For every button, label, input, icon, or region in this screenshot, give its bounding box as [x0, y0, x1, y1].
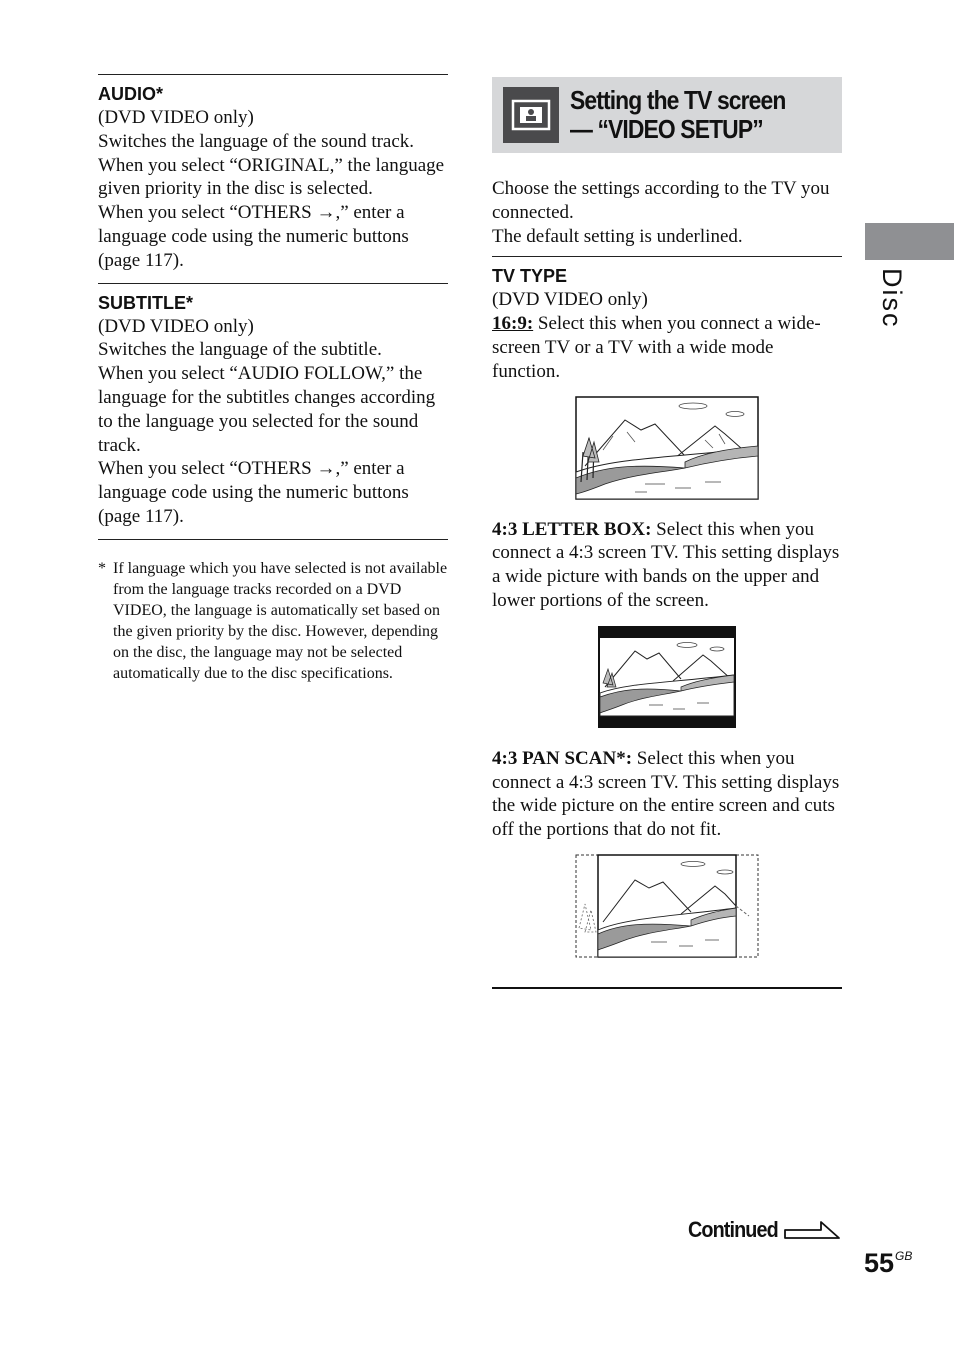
subtitle-line: When you select “AUDIO FOLLOW,” the language for the subtitles changes according to the language you selected for the sound track.	[98, 363, 436, 456]
subtitle-line: When you select “OTHERS →,” enter a language code using the numeric buttons (page 117).	[98, 458, 409, 527]
banner-title-line: Setting the TV screen	[570, 85, 786, 115]
page-suffix: GB	[895, 1249, 913, 1263]
intro-line: Choose the settings according to the TV you connected.	[492, 178, 830, 223]
letter-box-illustration	[597, 625, 737, 729]
option-text: Select this when you connect a wide-screen TV or a TV with a wide mode function.	[492, 313, 821, 382]
footnote-mark: *	[98, 559, 106, 577]
intro-text	[492, 177, 842, 248]
left-column	[98, 74, 448, 684]
banner-title	[570, 86, 887, 144]
footnote	[98, 558, 448, 684]
page-number	[864, 1248, 912, 1279]
continued-label: Continued	[688, 1217, 778, 1242]
footnote-text: If language which you have selected is not available from the language tracks recorded on a DVD VIDEO, the language is automatically set based on the given priority by the disc. However, depending on the disc, the language may not be selected automatically due to the disc specifications.	[113, 559, 448, 682]
side-tab-label: Disc	[877, 268, 907, 329]
banner-title-line: — “VIDEO SETUP”	[570, 114, 763, 144]
section-end-rule	[492, 987, 842, 989]
section-divider	[98, 539, 448, 540]
audio-section	[98, 75, 448, 283]
option-16-9	[492, 312, 842, 383]
subtitle-line: Switches the language of the subtitle.	[98, 339, 382, 361]
option-text: Select this when you connect a 4:3 screen TV. This setting displays the wide picture on the entire screen and cuts off the portions that do not fit.	[492, 747, 840, 841]
intro-line: The default setting is underlined.	[492, 225, 743, 247]
option-text: Select this when you connect a 4:3 screen TV. This setting displays a wide picture with bands on the upper and lower portions of the screen.	[492, 518, 840, 611]
option-letter-box	[492, 518, 842, 613]
audio-heading: AUDIO*	[98, 84, 164, 104]
option-label: 16:9:	[492, 313, 534, 335]
audio-line: When you select “ORIGINAL,” the language given priority in the disc is selected.	[98, 154, 445, 200]
pan-scan-illustration	[575, 854, 759, 958]
right-column	[492, 77, 842, 989]
tv-type-heading: TV TYPE	[492, 266, 568, 287]
tv-screen-icon	[503, 87, 559, 143]
tv-type-section	[492, 257, 842, 958]
subtitle-heading: SUBTITLE*	[98, 292, 194, 313]
wide-screen-illustration	[575, 396, 759, 500]
continued-arrow-icon	[783, 1218, 843, 1242]
side-tab-marker	[865, 223, 954, 260]
audio-line: When you select “OTHERS →,” enter a language code using the numeric buttons (page 117).	[98, 202, 409, 271]
subtitle-section	[98, 284, 448, 539]
subtitle-line: (DVD VIDEO only)	[98, 315, 254, 337]
tv-type-only: (DVD VIDEO only)	[492, 289, 648, 311]
option-label: 4:3 PAN SCAN*:	[492, 747, 633, 769]
section-banner	[492, 77, 842, 153]
audio-line: Switches the language of the sound track.	[98, 130, 415, 152]
audio-line: (DVD VIDEO only)	[98, 107, 254, 128]
page-number-value: 55	[864, 1248, 895, 1278]
option-pan-scan	[492, 747, 842, 842]
option-label: 4:3 LETTER BOX:	[492, 518, 652, 540]
